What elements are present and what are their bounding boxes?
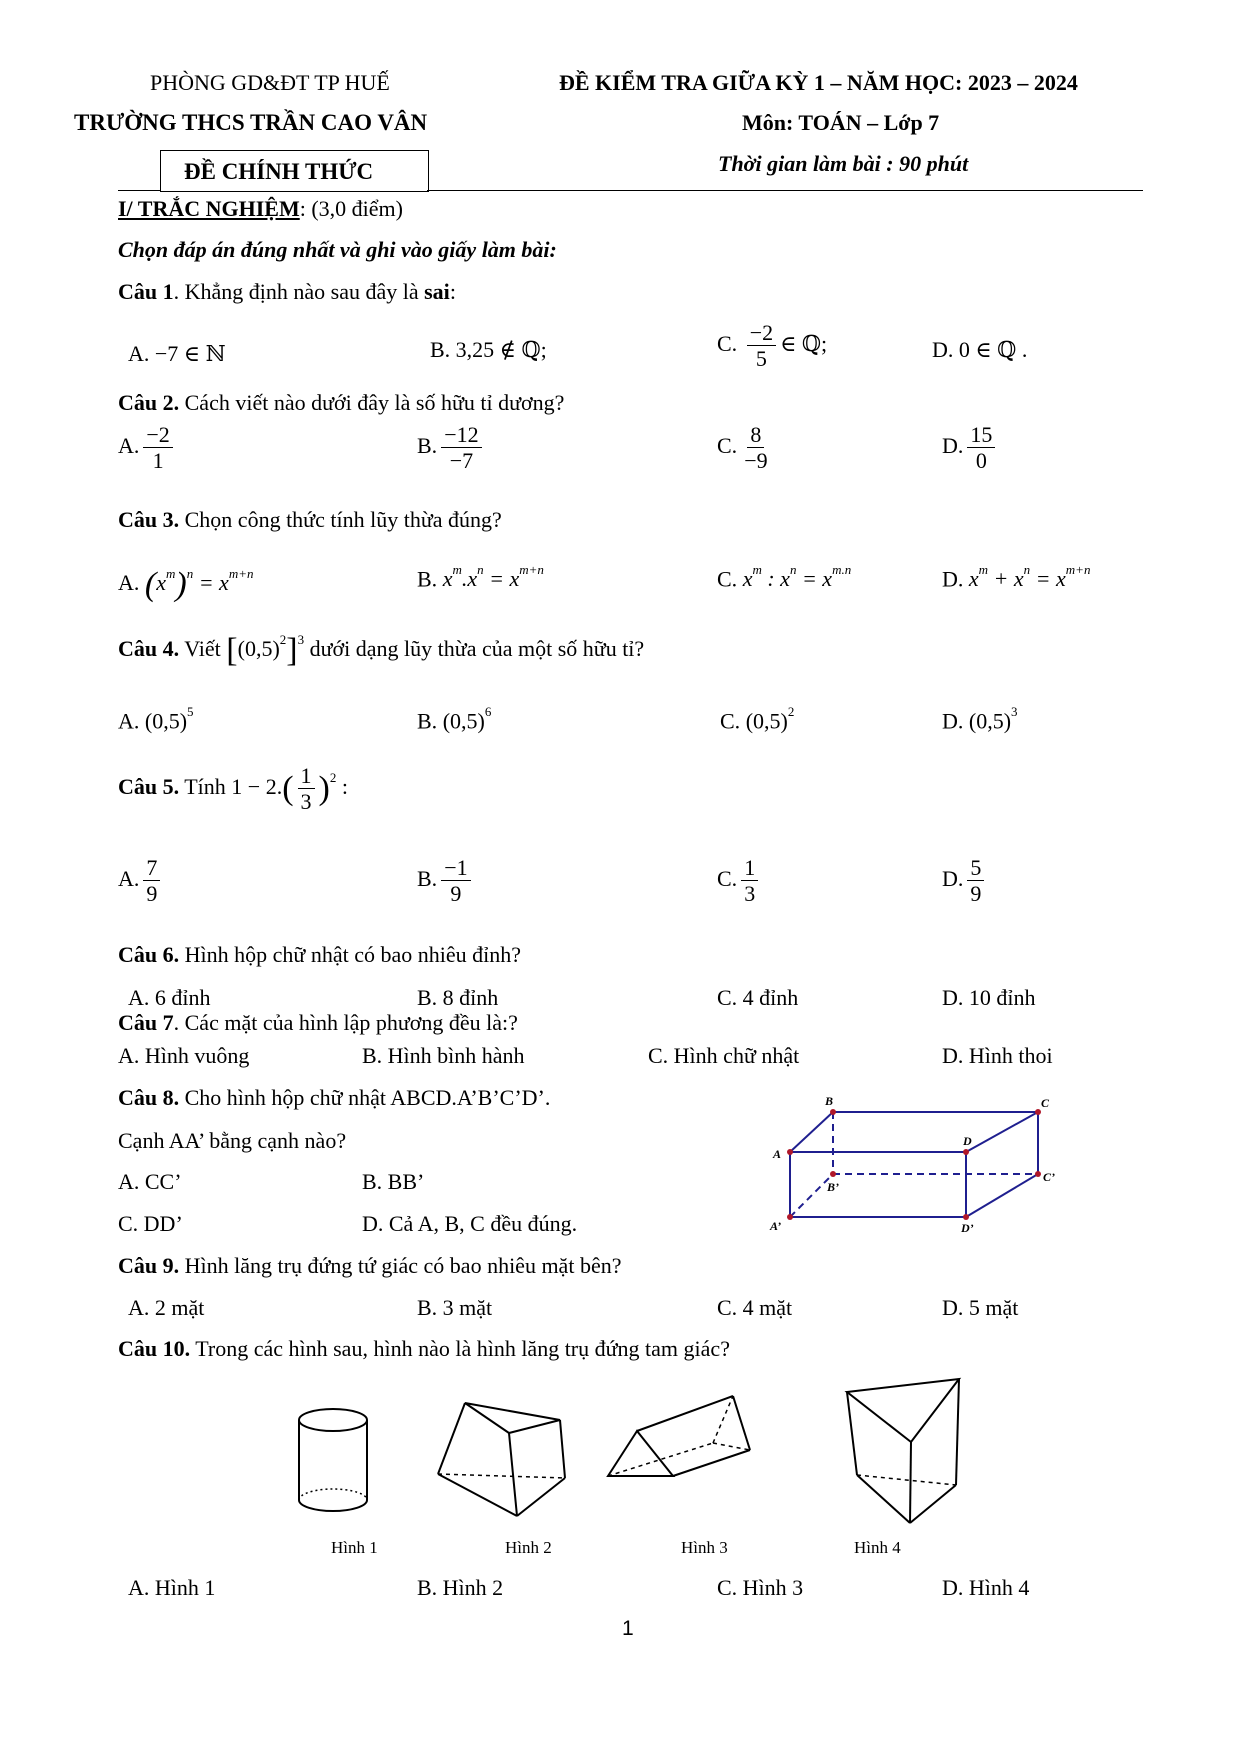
q6-option-d: D. 10 đỉnh <box>942 985 1036 1010</box>
q7-option-c: C. Hình chữ nhật <box>648 1043 800 1068</box>
q3-option-a <box>118 566 254 604</box>
question-text-end: : <box>449 279 456 304</box>
q4-option-a <box>118 704 194 734</box>
numerator: −2 <box>143 422 172 448</box>
prism-base-right <box>910 1485 956 1523</box>
q8-option-b: B. BB’ <box>362 1169 425 1194</box>
expression: 1 − 2. <box>231 773 283 799</box>
q8-question-line-2: Cạnh AA’ bằng cạnh nào? <box>118 1128 347 1153</box>
q10-option-a: A. Hình 1 <box>128 1575 216 1600</box>
outer-exponent: 3 <box>297 631 305 647</box>
page-number: 1 <box>622 1617 634 1640</box>
frustum-edge-right <box>560 1420 565 1478</box>
prism-hidden-edge-3 <box>713 1443 750 1450</box>
label-d: D <box>963 1134 972 1148</box>
question-text: Tính <box>179 773 232 799</box>
frustum-base-front-right <box>517 1478 565 1516</box>
exponent: 6 <box>484 704 492 719</box>
question-text: . Khẳng định nào sau đây là <box>173 279 425 304</box>
prism-base-hidden <box>857 1475 956 1485</box>
question-1 <box>118 279 456 305</box>
question-3 <box>118 507 502 533</box>
numerator: −1 <box>441 855 470 881</box>
prism-edge-front <box>910 1442 911 1523</box>
option-prefix: C. <box>717 865 738 891</box>
vertex-d1 <box>963 1214 969 1220</box>
numerator: −12 <box>441 422 481 448</box>
question-label: Câu 6. <box>118 942 180 967</box>
question-label: Câu 7 <box>118 1010 174 1035</box>
option-prefix: C. <box>717 330 738 356</box>
option-prefix: C. <box>717 432 738 458</box>
triangular-prism-upright-figure <box>843 1375 965 1530</box>
vertex-c1 <box>1035 1171 1041 1177</box>
question-6 <box>118 942 521 968</box>
denominator: 5 <box>755 346 767 372</box>
q4-option-c <box>720 704 795 734</box>
option-prefix: D. <box>942 708 964 734</box>
question-label: Câu 4. <box>118 636 180 662</box>
q5-option-d <box>942 855 988 907</box>
edge-ab <box>790 1112 833 1152</box>
q1-option-d: D. 0 ∈ ℚ . <box>932 337 1028 362</box>
q4-option-d <box>942 704 1018 734</box>
vertex-a1 <box>787 1214 793 1220</box>
frustum-figure <box>435 1398 570 1523</box>
q7-option-d: D. Hình thoi <box>942 1043 1053 1068</box>
question-9 <box>118 1253 621 1279</box>
q7-option-b: B. Hình bình hành <box>362 1043 525 1068</box>
denominator: 3 <box>744 881 756 907</box>
prism-front-triangle <box>608 1431 673 1476</box>
exam-subject: Môn: TOÁN – Lớp 7 <box>742 110 940 135</box>
prism-base-left <box>857 1475 910 1523</box>
school-name: TRƯỜNG THCS TRẦN CAO VÂN <box>74 110 428 135</box>
formula: $x^m + x^n = x^{m+n}$ <box>968 562 1091 592</box>
prism-top-edge <box>637 1396 733 1431</box>
triangular-prism-lying-figure <box>605 1392 755 1502</box>
exponent: 2 <box>329 769 337 785</box>
question-text: Chọn công thức tính lũy thừa đúng? <box>179 507 502 532</box>
question-text: Hình lăng trụ đứng tứ giác có bao nhiêu mặt bên? <box>179 1253 622 1278</box>
frustum-edge-front <box>509 1433 517 1516</box>
q8-option-c: C. DD’ <box>118 1211 183 1236</box>
numerator: 1 <box>741 855 758 881</box>
question-label: Câu 2. <box>118 390 180 415</box>
vertex-d <box>963 1149 969 1155</box>
question-label: Câu 3. <box>118 507 180 532</box>
q1-option-b: B. 3,25 ∉ ℚ; <box>430 337 547 362</box>
q2-option-d <box>942 422 999 474</box>
header-rule-left <box>118 190 160 191</box>
exponent: 5 <box>187 704 194 719</box>
option-prefix: A. <box>118 432 140 458</box>
option-prefix: B. <box>417 865 438 891</box>
label-b-prime: B’ <box>827 1180 839 1194</box>
denominator: 3 <box>300 789 312 815</box>
option-prefix: B. <box>417 708 438 734</box>
question-text: Trong các hình sau, hình nào là hình lăng trụ đứng tam giác? <box>190 1336 730 1361</box>
q9-option-c: C. 4 mặt <box>717 1295 793 1320</box>
denominator: −7 <box>449 448 474 474</box>
section-title: I/ TRẮC NGHIỆM <box>118 196 300 221</box>
q5-option-b <box>417 855 475 907</box>
q9-option-a: A. 2 mặt <box>128 1295 205 1320</box>
question-emphasis: sai <box>424 279 450 304</box>
cylinder-bottom-back <box>299 1489 367 1500</box>
power-expression: $[(0,5)^2]^3$ <box>226 631 305 669</box>
label-a-prime: A’ <box>770 1219 782 1233</box>
q2-option-a <box>118 422 177 474</box>
rectangular-box-figure <box>765 1095 1065 1240</box>
prism-bottom-edge <box>673 1450 750 1476</box>
question-label: Câu 10. <box>118 1336 191 1361</box>
prism-edge-left <box>847 1392 857 1475</box>
question-7 <box>118 1010 518 1036</box>
q10-option-d: D. Hình 4 <box>942 1575 1030 1600</box>
question-label: Câu 8. <box>118 1085 180 1110</box>
vertex-b1 <box>830 1171 836 1177</box>
edge-d1c1 <box>966 1174 1038 1217</box>
denominator: 0 <box>975 448 987 474</box>
vertex-a <box>787 1149 793 1155</box>
cylinder-top <box>299 1409 367 1431</box>
option-prefix: A. <box>118 570 140 596</box>
numerator: 7 <box>143 855 160 881</box>
q5-option-c <box>717 855 762 907</box>
q3-option-d <box>942 562 1091 592</box>
q2-option-c <box>717 422 775 474</box>
option-prefix: A. <box>118 865 140 891</box>
dept-name: PHÒNG GD&ĐT TP HUẾ <box>150 70 390 95</box>
label-b: B <box>825 1094 834 1108</box>
exponent: 2 <box>787 704 795 719</box>
question-text: Hình hộp chữ nhật có bao nhiêu đỉnh? <box>179 942 521 967</box>
prism-back-edge <box>733 1396 750 1450</box>
label-d-prime: D’ <box>961 1221 974 1235</box>
q9-option-b: B. 3 mặt <box>417 1295 493 1320</box>
question-label: Câu 1 <box>118 279 174 304</box>
cylinder-figure <box>295 1405 375 1520</box>
q10-option-c: C. Hình 3 <box>717 1575 804 1600</box>
vertex-b <box>830 1109 836 1115</box>
q6-option-a: A. 6 đỉnh <box>128 985 211 1010</box>
q3-option-b <box>417 562 544 592</box>
numerator: 5 <box>967 855 984 881</box>
denominator: 1 <box>152 448 164 474</box>
question-2 <box>118 390 564 416</box>
colon: : <box>341 773 348 799</box>
formula: $x^m.x^n = x^{m+n}$ <box>442 562 544 592</box>
figure-caption-1: Hình 1 <box>331 1538 378 1557</box>
option-suffix: ∈ ℚ; <box>780 330 828 356</box>
numerator: 1 <box>298 763 315 789</box>
frustum-edge-left <box>438 1403 465 1474</box>
question-4 <box>118 632 644 670</box>
option-prefix: C. <box>720 708 741 734</box>
option-prefix: B. <box>417 432 438 458</box>
frustum-base-hidden <box>438 1474 565 1478</box>
denominator: 9 <box>146 881 158 907</box>
q6-option-b: B. 8 đỉnh <box>417 985 499 1010</box>
vertex-dots <box>787 1109 1041 1220</box>
section-heading <box>118 196 403 222</box>
figure-caption-2: Hình 2 <box>505 1538 552 1557</box>
formula: $x^m$ : $x^n = x^{m.n}$ <box>742 562 852 592</box>
inner-exponent: 2 <box>279 631 287 647</box>
numerator: 15 <box>967 422 995 448</box>
q8-option-a: A. CC’ <box>118 1169 182 1194</box>
base: (0,5) <box>745 708 788 734</box>
label-a: A <box>773 1147 782 1161</box>
cylinder-bottom-front <box>299 1500 367 1511</box>
prism-top-face <box>847 1379 959 1442</box>
denominator: −9 <box>744 448 768 474</box>
label-c-prime: C’ <box>1043 1170 1055 1184</box>
question-text: . Các mặt của hình lập phương đều là:? <box>173 1010 518 1035</box>
option-prefix: D. <box>942 432 964 458</box>
prism-edge-right <box>956 1379 959 1485</box>
question-text: Cách viết nào dưới đây là số hữu tỉ dương? <box>179 390 565 415</box>
exam-time: Thời gian làm bài : 90 phút <box>718 151 969 176</box>
numerator: 8 <box>747 422 764 448</box>
option-prefix: B. <box>417 566 438 592</box>
question-label: Câu 5. <box>118 773 180 799</box>
figure-caption-4: Hình 4 <box>854 1538 901 1557</box>
q6-option-c: C. 4 đỉnh <box>717 985 799 1010</box>
box-edges <box>790 1112 1038 1217</box>
section-points: : (3,0 điểm) <box>299 196 403 221</box>
section-instruction: Chọn đáp án đúng nhất và ghi vào giấy làm bài: <box>118 237 557 262</box>
question-text: Cho hình hộp chữ nhật ABCD.A’B’C’D’. <box>179 1085 551 1110</box>
option-prefix: A. <box>118 708 140 734</box>
question-label: Câu 9. <box>118 1253 180 1278</box>
exponent: 3 <box>1011 704 1018 719</box>
exam-title: ĐỀ KIỂM TRA GIỮA KỲ 1 – NĂM HỌC: 2023 – 2024 <box>559 70 1078 95</box>
q8-option-d: D. Cả A, B, C đều đúng. <box>362 1211 578 1236</box>
header-rule-right <box>427 190 1143 191</box>
q2-option-b <box>417 422 486 474</box>
denominator: 9 <box>450 881 462 907</box>
numerator: −2 <box>747 320 776 346</box>
q1-option-c <box>717 320 827 372</box>
q10-option-b: B. Hình 2 <box>417 1575 504 1600</box>
base: (0,5) <box>968 708 1012 734</box>
frustum-base-front-left <box>438 1474 517 1516</box>
q5-option-a <box>118 855 164 907</box>
q7-option-a: A. Hình vuông <box>118 1043 250 1068</box>
q1-option-a: A. −7 ∈ ℕ <box>128 341 226 366</box>
frustum-top-face <box>465 1403 560 1433</box>
base: (0,5) <box>144 708 188 734</box>
option-prefix: D. <box>942 865 964 891</box>
option-prefix: C. <box>717 566 738 592</box>
label-c: C <box>1041 1096 1050 1110</box>
edge-cd <box>966 1112 1038 1152</box>
option-prefix: D. <box>942 566 964 592</box>
q4-option-b <box>417 704 492 734</box>
question-text: Viết <box>179 636 227 662</box>
q3-option-c <box>717 562 852 592</box>
base: (0,5) <box>442 708 485 734</box>
formula: $(x^m)^n = x^{m+n}$ <box>144 565 254 603</box>
q9-option-d: D. 5 mặt <box>942 1295 1019 1320</box>
denominator: 9 <box>970 881 982 907</box>
question-text-end: dưới dạng lũy thừa của một số hữu tỉ? <box>304 636 645 662</box>
question-8 <box>118 1085 550 1111</box>
question-10 <box>118 1336 730 1362</box>
official-label: ĐỀ CHÍNH THỨC <box>184 159 374 184</box>
figure-caption-3: Hình 3 <box>681 1538 728 1557</box>
base: (0,5) <box>237 636 280 662</box>
question-5: Câu 5. Tính 1 − 2.( $\frac{1}{3}$ )$^2$ : <box>118 763 348 815</box>
